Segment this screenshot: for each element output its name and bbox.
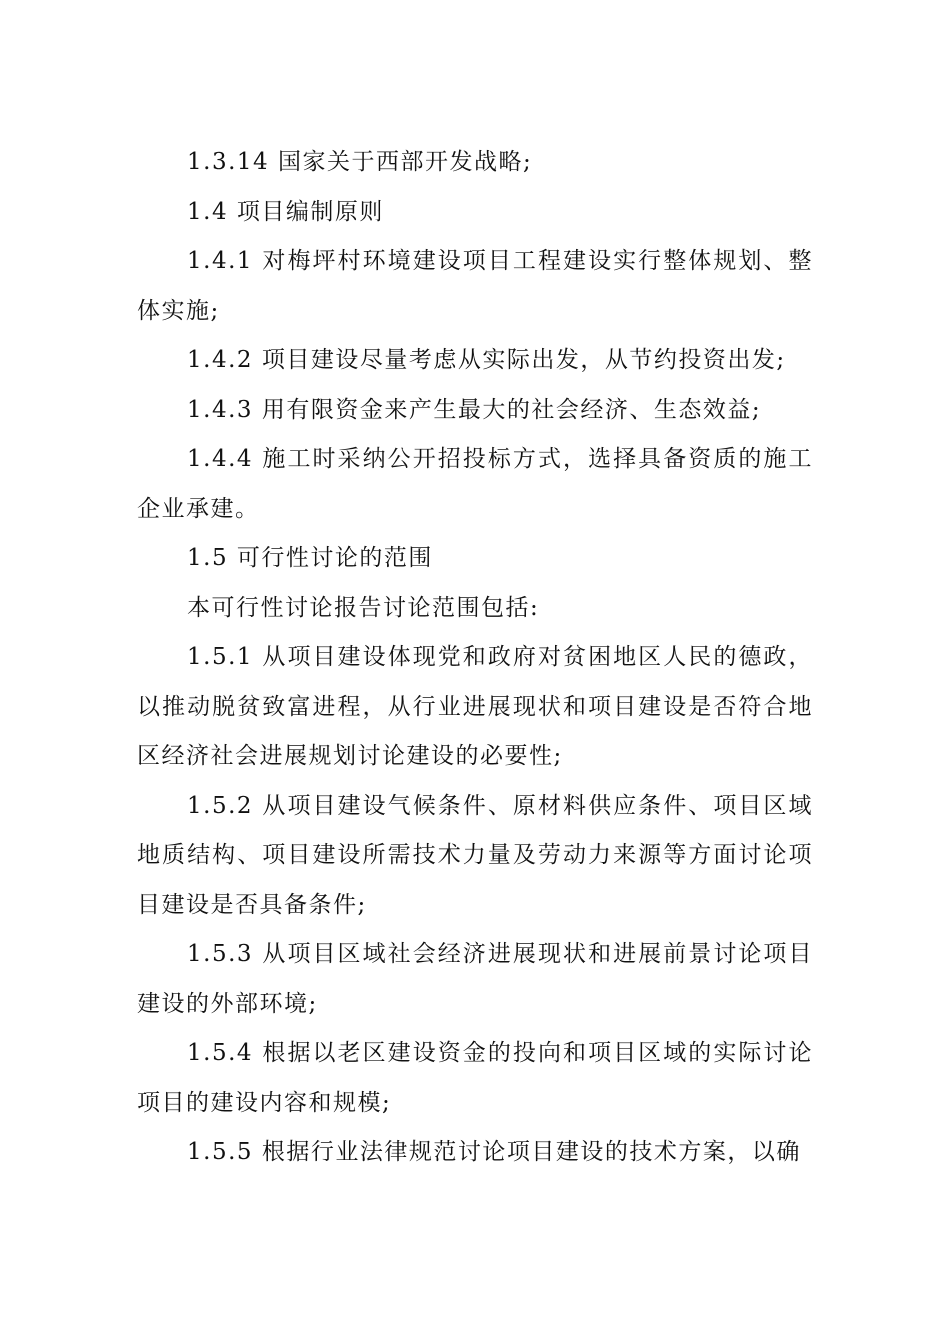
paragraph-1-3-14: 1.3.14 国家关于西部开发战略; (187, 149, 533, 175)
paragraph-scope-intro: 本可行性讨论报告讨论范围包括: (187, 594, 540, 621)
paragraph-1-5-4: 1.5.4 根据以老区建设资金的投向和项目区域的实际讨论项目的建设内容和规模; (137, 1040, 813, 1116)
paragraph-1-5-1: 1.5.1 从项目建设体现党和政府对贫困地区人民的德政，以推动脱贫致富进程，从行业进展现状和项目建设是否符合地区经济社会进展规划讨论建设的必要性; (137, 644, 813, 769)
paragraph-1-5-2: 1.5.2 从项目建设气候条件、原材料供应条件、项目区域地质结构、项目建设所需技术力量及劳动力来源等方面讨论项目建设是否具备条件; (137, 792, 813, 918)
paragraph-1-4-4: 1.4.4 施工时采纳公开招投标方式，选择具备资质的施工企业承建。 (137, 446, 813, 522)
paragraph-1-4-1: 1.4.1 对梅坪村环境建设项目工程建设实行整体规划、整体实施; (137, 248, 813, 324)
document-body (137, 138, 813, 1178)
paragraph-1-5-3: 1.5.3 从项目区域社会经济进展现状和进展前景讨论项目建设的外部环境; (137, 941, 813, 1017)
paragraph-1-4-2: 1.4.2 项目建设尽量考虑从实际出发，从节约投资出发; (187, 347, 786, 373)
heading-1-5: 1.5 可行性讨论的范围 (187, 545, 433, 571)
paragraph-1-4-3: 1.4.3 用有限资金来产生最大的社会经济、生态效益; (187, 396, 762, 423)
heading-1-4: 1.4 项目编制原则 (187, 198, 384, 225)
paragraph-1-5-5: 1.5.5 根据行业法律规范讨论项目建设的技术方案，以确 (187, 1139, 801, 1165)
